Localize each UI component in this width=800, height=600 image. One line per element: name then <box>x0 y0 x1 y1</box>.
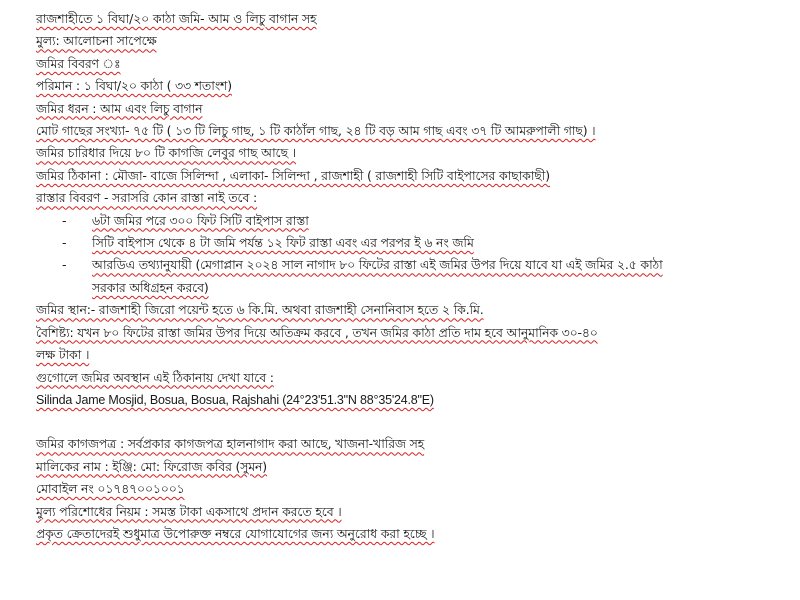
road-bullet-text: আরডিএ তথ্যানুযায়ী (মেগাপ্লান ২০২৪ সাল নাগাদ ৮০ ফিটের রাস্তা এই জমির উপর দিয়ে যাবে যা এই জমির ২.৫ কাঠা সরকার অধিগ্রহন করবে) <box>92 257 663 295</box>
google-address-line: Silinda Jame Mosjid, Bosua, Bosua, Rajshahi (24°23'51.3"N 88°35'24.8"E) <box>36 392 434 407</box>
blank-line <box>36 411 800 433</box>
documents-line: জমির কাগজপত্র : সর্বপ্রকার কাগজপত্র হালনাগাদ করা আছে, খাজনা-খারিজ সহ <box>36 436 425 452</box>
road-heading: রাস্তার বিবরণ - সরাসরি কোন রাস্তা নাই তবে : <box>36 190 258 206</box>
road-bullet-item <box>36 210 800 232</box>
owner-line: মালিকের নাম : ইঞ্জি: মো: ফিরোজ কবির (সুমন) <box>36 458 267 474</box>
details-heading: জমির বিবরণ ঃ <box>36 55 121 71</box>
land-type-line: জমির ধরন : আম এবং লিচু বাগান <box>36 100 203 116</box>
road-bullet-item <box>36 232 800 254</box>
google-intro-line: গুগোলে জমির অবস্থান এই ঠিকানায় দেখা যাবে : <box>36 369 274 385</box>
lemon-trees-line: জমির চারিধার দিয়ে ৮০ টি কাগজি লেবুর গাছ আছে । <box>36 145 297 161</box>
address-line: জমির ঠিকানা : মৌজা- বাজে সিলিন্দা , এলাকা- সিলিন্দা , রাজশাহী ( রাজশাহী সিটি বাইপাসের কাছাকাছী) <box>36 167 550 183</box>
road-bullet-list <box>36 210 800 300</box>
road-bullet-text: সিটি বাইপাস থেকে ৪ টা জমি পর্যন্ত ১২ ফিট রাস্তা এবং এর পরপর ই ৬ নং জমি <box>92 235 474 251</box>
dash-bullet-icon: - <box>62 235 67 251</box>
price-line: মুল্য: আলোচনা সাপেক্ষে <box>36 33 157 49</box>
total-trees-line: মোট গাছের সংখ্যা- ৭৫ টি ( ১৩ টি লিচু গাছ, ১ টি কাঠাঁল গাছ, ২৪ টি বড় আম গাছ এবং ৩৭ টি আমরুপালী গাছ) । <box>36 123 596 139</box>
listing-title: রাজশাহীতে ১ বিঘা/২০ কাঠা জমি- আম ও লিচু বাগান সহ <box>36 11 317 26</box>
road-bullet-text: ৬টা জমির পরে ৩০০ ফিট সিটি বাইপাস রাস্তা <box>92 212 309 228</box>
area-line: পরিমান : ১ বিঘা/২০ কাঠা ( ৩৩ শতাংশ) <box>36 78 232 94</box>
dash-bullet-icon: - <box>62 212 67 228</box>
feature-line-1: বৈশিষ্ট্য: যখন ৮০ ফিটের রাস্তা জমির উপর দিয়ে অতিক্রম করবে , তখন জমির কাঠা প্রতি দাম হবে আনুমানিক ৩০-৪০ <box>36 324 598 340</box>
location-line: জমির স্থান:- রাজশাহী জিরো পয়েন্ট হতে ৬ কি.মি. অথবা রাজশাহী সেনানিবাস হতে ২ কি.মি. <box>36 302 484 318</box>
road-bullet-item <box>36 254 800 299</box>
payment-rule-line: মুল্য পরিশোধের নিয়ম : সমস্ত টাকা একসাথে প্রদান করতে হবে । <box>36 503 342 519</box>
request-line: প্রকৃত ক্রেতাদেরই শুধুমাত্র উপোরুক্ত নম্বরে যোগাযোগের জন্য অনুরোধ করা হচ্ছে । <box>36 525 435 541</box>
dash-bullet-icon: - <box>62 257 67 273</box>
mobile-line: মোবাইল নং ০১৭৪৭০০১০০১ <box>36 481 185 497</box>
feature-line-2: লক্ষ টাকা । <box>36 347 90 363</box>
